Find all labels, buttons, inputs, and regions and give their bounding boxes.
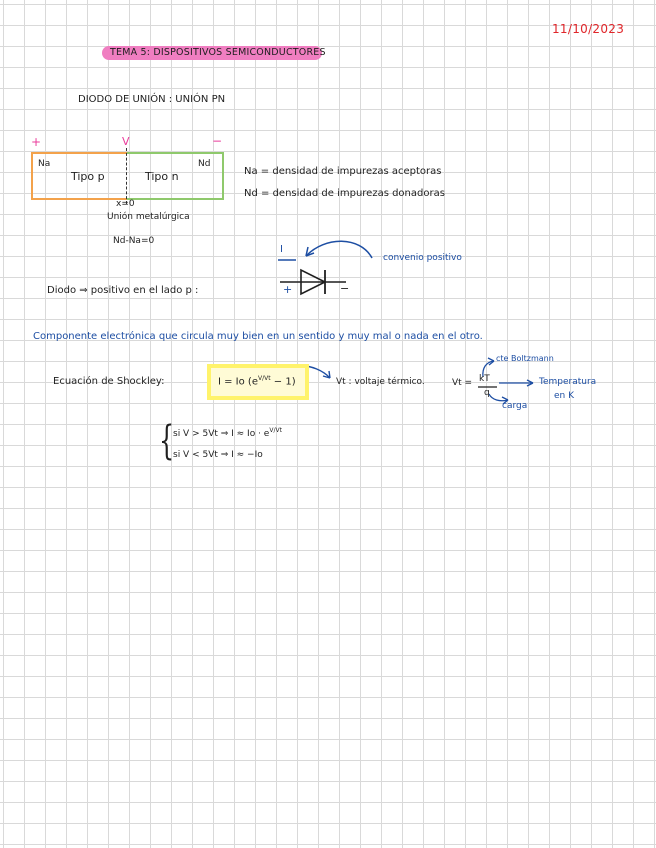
nd-label: Nd [198,159,211,169]
section-subtitle: DIODO DE UNIÓN : UNIÓN PN [78,94,226,105]
vt-denominator: q [484,388,490,398]
voltage-label: V [122,135,130,148]
nd-definition: Nd = densidad de impurezas donadoras [244,188,445,199]
temperature-label: Temperatura [539,377,597,387]
convenio-note: convenio positivo [383,253,462,263]
diode-definition: Componente electrónica que circula muy bien en un sentido y muy mal o nada en el otro. [33,331,483,342]
shockley-label: Ecuación de Shockley: [53,376,165,387]
cases-brace: { [159,418,175,464]
temperature-unit: en K [554,391,575,401]
vt-definition: Vt : voltaje térmico. [336,377,425,387]
vt-numerator: kT [479,374,490,384]
vt-equation-left: Vt = [452,378,473,388]
tipo-p-label: Tipo p [71,170,105,183]
junction-line [126,148,127,204]
na-label: Na [38,159,51,169]
na-definition: Na = densidad de impurezas aceptoras [244,166,442,177]
bias-text: Diodo ⇒ positivo en el lado p : [47,285,199,296]
case-2: si V < 5Vt ⇒ I ≈ −Io [173,450,263,460]
minus-sign: − [212,134,223,148]
current-symbol: I [280,244,283,255]
plus-sign: + [31,135,42,149]
nd-na-equation: Nd-Na=0 [113,236,155,246]
tipo-n-label: Tipo n [145,170,179,183]
carga-label: carga [502,401,528,411]
date-label: 11/10/2023 [552,22,625,36]
union-metalurgica-label: Unión metalúrgica [107,212,190,222]
shockley-equation: I = Io $(e^{V/Vt} - 1)$ [218,375,296,388]
diode-minus: − [340,282,350,295]
x-zero-label: x=0 [116,199,135,209]
diode-plus: + [283,283,293,296]
case-1: si V > 5Vt ⇒ $I \approx Io \cdot e^{V/Vt}$ [173,427,282,439]
page-title: TEMA 5: DISPOSITIVOS SEMICONDUCTORES [110,47,326,58]
boltzmann-label: cte Boltzmann [496,354,554,363]
